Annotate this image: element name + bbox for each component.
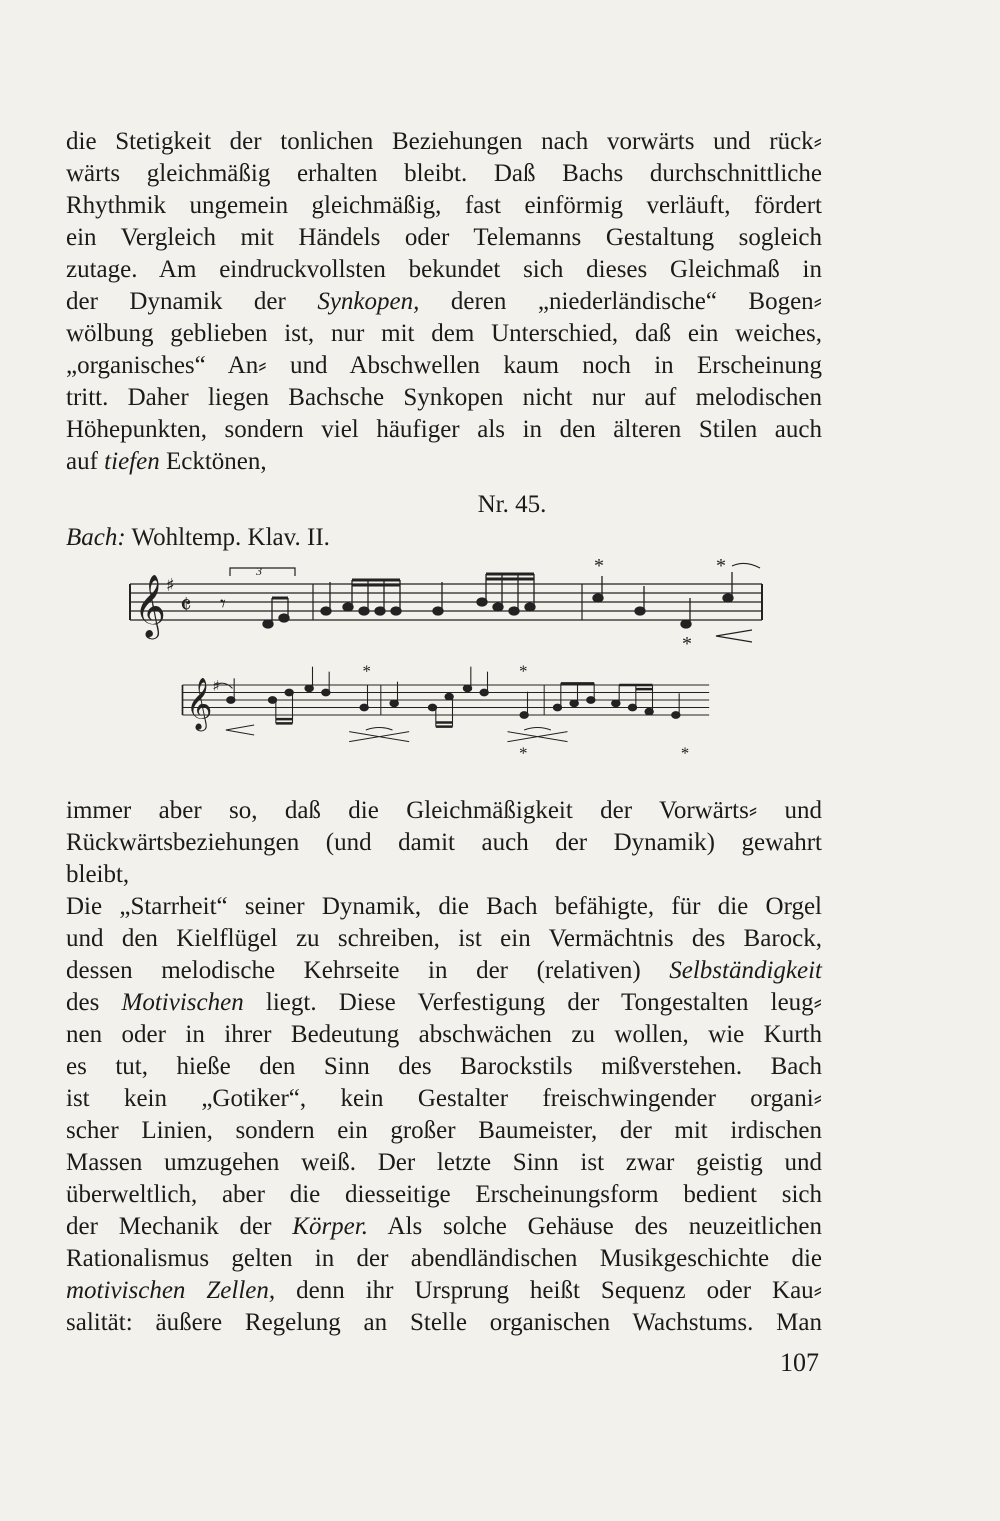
- emphasis: Körper.: [292, 1213, 368, 1240]
- text-line: „organisches“ An⸗ und Abschwellen kaum noch in Erscheinung: [66, 352, 822, 379]
- text-line: ein Vergleich mit Händels oder Telemanns Gestaltung sogleich: [66, 224, 822, 251]
- text-line: motivischen Zellen, denn ihr Ursprung heißt Sequenz oder Kau⸗: [66, 1277, 822, 1304]
- treble-clef-icon: 𝄞: [185, 676, 213, 730]
- text-line: bleibt,: [66, 861, 130, 888]
- text-line: der Dynamik der Synkopen, deren „niederländische“ Bogen⸗: [66, 288, 822, 315]
- text-line: des Motivischen liegt. Diese Verfestigung der Tongestalten leug⸗: [66, 989, 823, 1016]
- dynamics: [226, 725, 568, 742]
- accent-mark: *: [680, 743, 690, 760]
- common-time-icon: 𝄵: [180, 591, 192, 621]
- text-line: Rhythmik ungemein gleichmäßig, fast einförmig verläuft, fördert: [66, 192, 822, 219]
- text-line: es tut, hieße den Sinn des Barockstils mißverstehen. Bach: [66, 1053, 822, 1080]
- text-line: wölbung geblieben ist, nur mit dem Unterschied, daß ein weiches,: [66, 320, 822, 347]
- text-line: Massen umzugehen weiß. Der letzte Sinn ist zwar geistig und: [66, 1149, 822, 1176]
- emphasis: Selbständigkeit: [669, 957, 822, 984]
- notes: [216, 667, 680, 727]
- text-line: scher Linien, sondern ein großer Baumeister, der mit irdischen: [66, 1117, 822, 1144]
- tuplet-number: 3: [256, 564, 262, 578]
- text-line: Die „Starrheit“ seiner Dynamik, die Bach befähigte, für die Orgel: [66, 893, 822, 920]
- example-source: Bach: Wohltemp. Klav. II.: [66, 524, 330, 551]
- music-staff-2: [120, 660, 770, 760]
- text-line: nen oder in ihrer Bedeutung abschwächen zu wollen, wie Kurth: [66, 1021, 822, 1048]
- text-line: Rationalismus gelten in der abendländischen Musikgeschichte die: [66, 1245, 822, 1272]
- text-line: und den Kielflügel zu schreiben, ist ein Vermächtnis des Barock,: [66, 925, 822, 952]
- text-line: die Stetigkeit der tonlichen Beziehungen nach vorwärts und rück⸗: [66, 128, 822, 155]
- emphasis: Synkopen,: [317, 288, 420, 315]
- rest-icon: 𝄾: [220, 592, 226, 617]
- text-line: überweltlich, aber die diesseitige Erscheinungsform bedient sich: [66, 1181, 822, 1208]
- text-line: salität: äußere Regelung an Stelle organischen Wachstums. Man: [66, 1309, 822, 1336]
- emphasis: motivischen Zellen,: [66, 1277, 276, 1304]
- text-line: ist kein „Gotiker“, kein Gestalter freischwingender organi⸗: [66, 1085, 822, 1112]
- accent-mark: *: [519, 661, 528, 681]
- accent-mark: *: [682, 633, 692, 655]
- accent-mark: *: [519, 743, 528, 760]
- accent-mark: *: [594, 558, 604, 577]
- emphasis: Motivischen: [121, 989, 244, 1016]
- accent-mark: *: [362, 661, 371, 681]
- accent-mark: *: [716, 558, 726, 577]
- text-line: immer aber so, daß die Gleichmäßigkeit der Vorwärts⸗ und: [66, 797, 822, 824]
- emphasis: tiefen: [104, 448, 160, 475]
- example-number: Nr. 45.: [477, 491, 547, 518]
- sharp-icon: ♯: [212, 676, 220, 695]
- composer-name: Bach:: [66, 524, 126, 551]
- text-line: tritt. Daher liegen Bachsche Synkopen nicht nur auf melodischen: [66, 384, 822, 411]
- text-line: Rückwärtsbeziehungen (und damit auch der Dynamik) gewahrt: [66, 829, 822, 856]
- text-line: Höhepunkten, sondern viel häufiger als in den älteren Stilen auch: [66, 416, 822, 443]
- sharp-icon: ♯: [166, 575, 175, 596]
- treble-clef-icon: 𝄞: [134, 574, 166, 637]
- page-number: 107: [780, 1348, 819, 1377]
- text-line: auf tiefen Ecktönen,: [66, 448, 267, 475]
- music-staff-1: [120, 558, 770, 658]
- text-line: zutage. Am eindruckvollsten bekundet sich dieses Gleichmaß in: [66, 256, 822, 283]
- text-line: der Mechanik der Körper. Als solche Gehäuse des neuzeitlichen: [66, 1213, 822, 1240]
- text-line: wärts gleichmäßig erhalten bleibt. Daß Bachs durchschnittliche: [66, 160, 822, 187]
- text-line: dessen melodische Kehrseite in der (relativen) Selbständigkeit: [66, 957, 822, 984]
